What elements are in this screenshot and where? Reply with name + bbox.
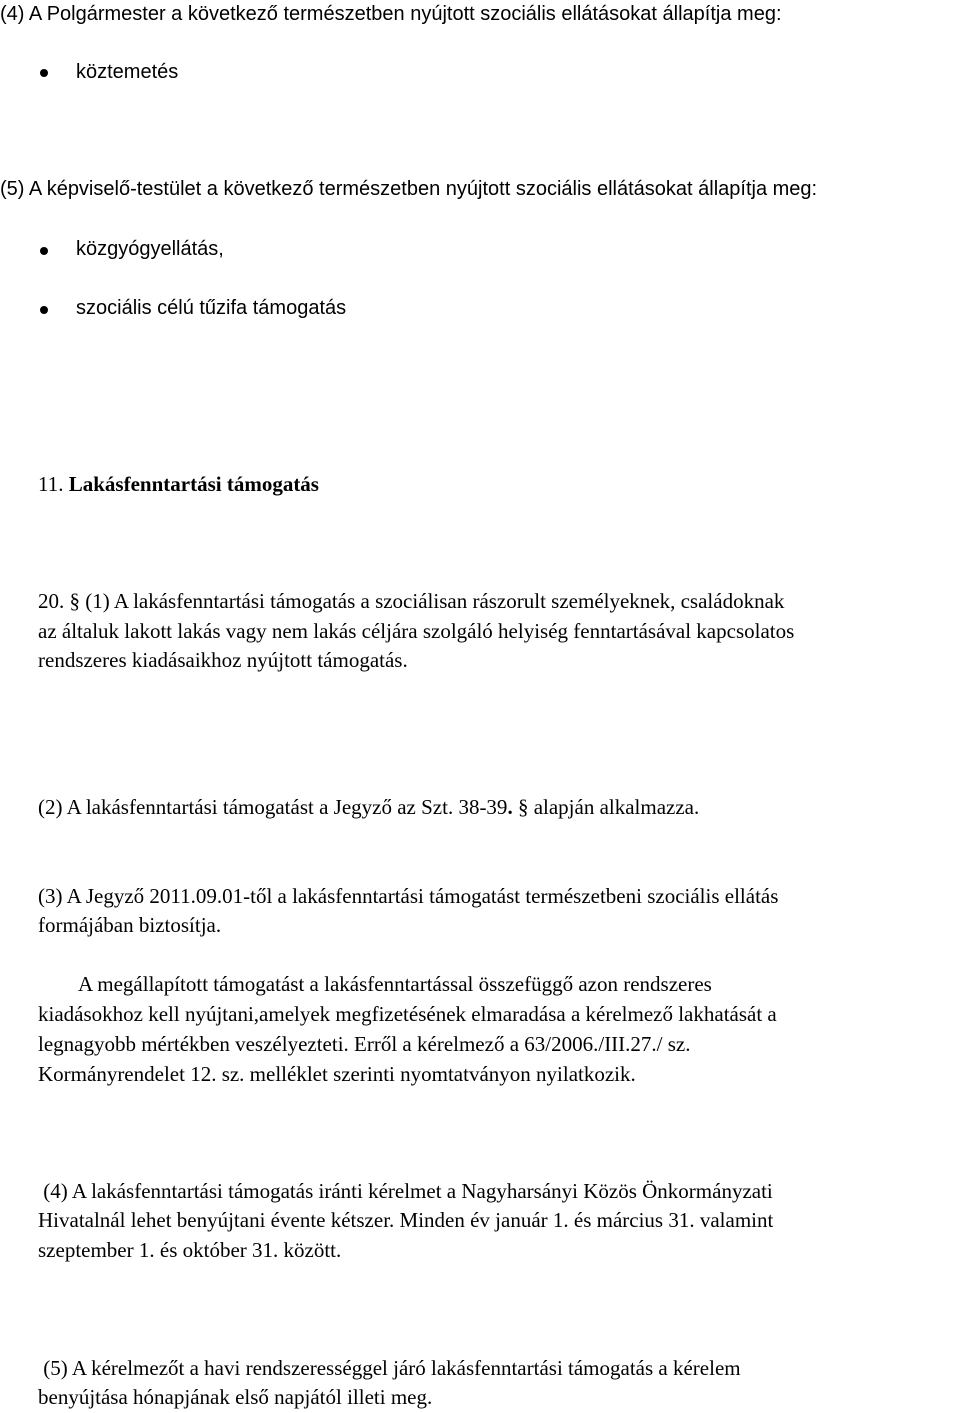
section-sign: § (517, 795, 529, 819)
heading-title: Lakásfenntartási támogatás (68, 472, 319, 496)
bullet-icon (40, 247, 48, 255)
section5-intro: (5) A képviselő-testület a következő természetben nyújtott szociális ellátásokat állapítja meg: (0, 178, 818, 200)
paragraph-20-line-3: rendszeres kiadásaikhoz nyújtott támogatás. (38, 648, 408, 672)
paragraph-text: alapján alkalmazza. (533, 795, 700, 819)
paragraph-number: 20. (38, 589, 65, 613)
paragraph-3b-line-2: kiadásokhoz kell nyújtani,amelyek megfizetésének elmaradása a kérelmező lakhatását a (38, 1002, 777, 1026)
list-item: köztemetés (76, 61, 179, 83)
paragraph-3b-line-1: A megállapított támogatást a lakásfenntartással összefüggő azon rendszeres (78, 972, 712, 996)
bullet-icon (40, 69, 48, 77)
heading-number: 11. (38, 472, 64, 496)
paragraph-4-line-1: (4) A lakásfenntartási támogatás iránti kérelmet a Nagyharsányi Közös Önkormányzati (38, 1179, 773, 1203)
paragraph-text: (1) A lakásfenntartási támogatás a szociálisan rászorult személyeknek, családoknak (85, 589, 785, 613)
paragraph-20-line-2: az általuk lakott lakás vagy nem lakás céljára szolgáló helyiség fenntartásával kapcsolatos (38, 619, 795, 643)
paragraph-5-line-2: benyújtása hónapjának első napjától illeti meg. (38, 1385, 433, 1409)
paragraph-text: (2) A lakásfenntartási támogatást a Jegyző az Szt. 38-39 (38, 795, 508, 819)
paragraph-4-line-2: Hivatalnál lehet benyújtani évente kétszer. Minden év január 1. és március 31. valamint (38, 1208, 774, 1232)
paragraph-3-line-1: (3) A Jegyző 2011.09.01-től a lakásfenntartási támogatást természetbeni szociális ellátás (38, 884, 779, 908)
section-heading (38, 470, 319, 499)
paragraph-3-line-2: formájában biztosítja. (38, 913, 222, 937)
paragraph-2 (38, 793, 699, 822)
section-sign: § (69, 589, 80, 613)
list-item: közgyógyellátás, (76, 238, 224, 260)
bold-dot: . (507, 795, 513, 819)
paragraph-3b-line-4: Kormányrendelet 12. sz. melléklet szerinti nyomtatványon nyilatkozik. (38, 1062, 636, 1086)
paragraph-20-line-1 (38, 587, 784, 616)
bullet-icon (40, 306, 48, 314)
list-item: szociális célú tűzifa támogatás (76, 297, 347, 319)
paragraph-4-line-3: szeptember 1. és október 31. között. (38, 1238, 342, 1262)
section4-intro: (4) A Polgármester a következő természetben nyújtott szociális ellátásokat állapítja meg: (0, 3, 782, 25)
paragraph-5-line-1: (5) A kérelmezőt a havi rendszerességgel járó lakásfenntartási támogatás a kérelem (38, 1356, 741, 1380)
paragraph-3b-line-3: legnagyobb mértékben veszélyezteti. Erről a kérelmező a 63/2006./III.27./ sz. (38, 1032, 691, 1056)
